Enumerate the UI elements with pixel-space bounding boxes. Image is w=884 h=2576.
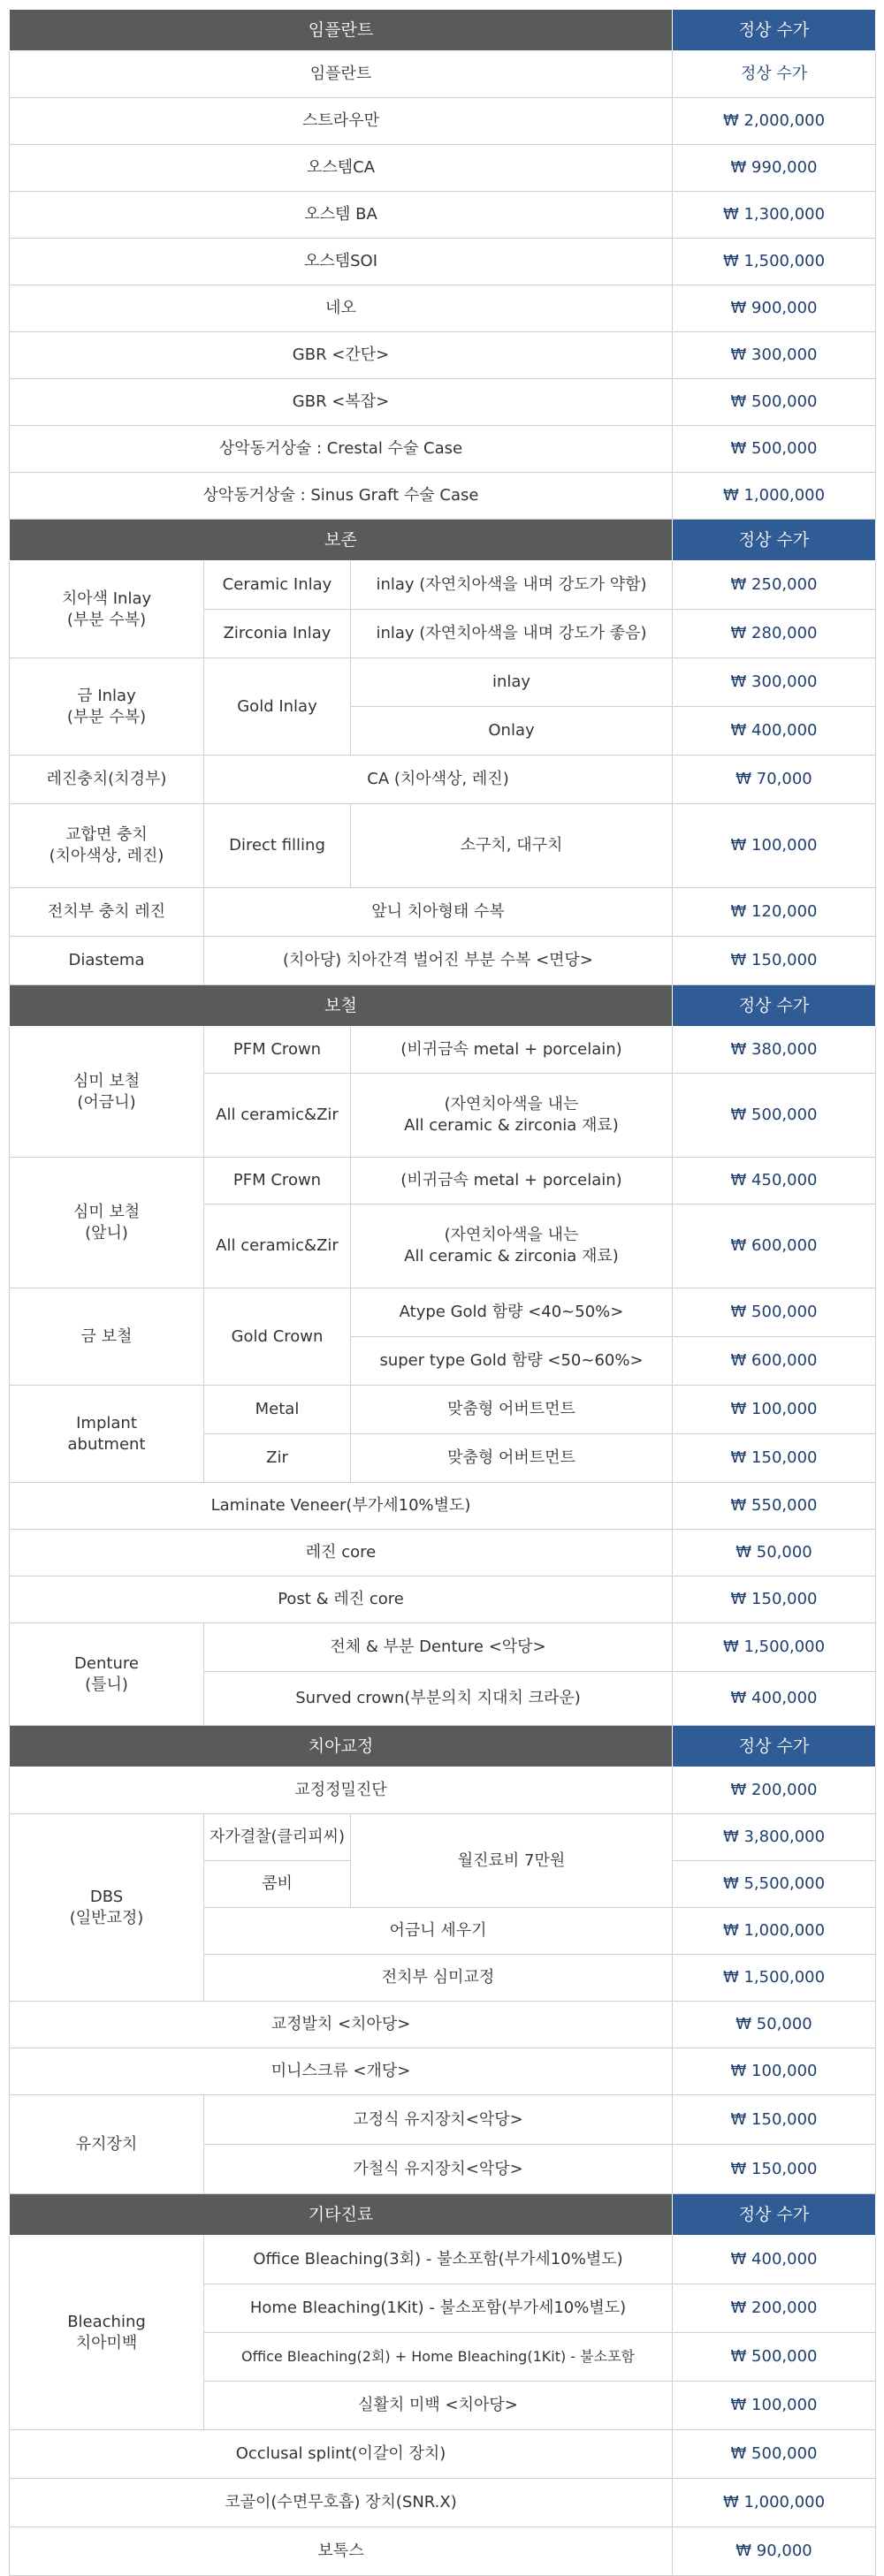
item-desc: Atype Gold 함량 <40~50%> — [351, 1288, 673, 1337]
table-row — [10, 2236, 876, 2284]
item-price: ₩ 400,000 — [673, 1672, 876, 1726]
item-price: ₩ 50,000 — [673, 1530, 876, 1577]
table-row — [10, 192, 876, 239]
section-header-implant — [10, 10, 876, 51]
table-row — [10, 1577, 876, 1623]
group-label: 금 보철 — [10, 1288, 204, 1386]
group-label — [10, 2236, 204, 2430]
item-price: ₩ 1,500,000 — [673, 1623, 876, 1672]
section-header-ortho — [10, 1726, 876, 1767]
item-price: ₩ 600,000 — [673, 1204, 876, 1288]
item-price: ₩ 1,500,000 — [673, 1955, 876, 2002]
item-price: ₩ 120,000 — [673, 888, 876, 937]
table-row — [10, 937, 876, 985]
item-price: ₩ 90,000 — [673, 2527, 876, 2576]
item-price: ₩ 1,500,000 — [673, 239, 876, 285]
item-desc: 맞춤형 어버트먼트 — [351, 1386, 673, 1434]
gold-inlay-group: 금 Inlay (부분 수복) — [66, 686, 147, 726]
item-desc: (치아당) 치아간격 벌어진 부분 수복 <면당> — [204, 937, 673, 985]
item-name: 오스템SOI — [10, 239, 673, 285]
group-label — [10, 1623, 204, 1726]
group-label — [10, 1027, 204, 1158]
item-desc: 어금니 세우기 — [204, 1908, 673, 1955]
item-desc: super type Gold 함량 <50~60%> — [351, 1337, 673, 1386]
item-price: ₩ 250,000 — [673, 561, 876, 610]
sub-label: 콤비 — [204, 1861, 351, 1908]
bleaching-group: Bleaching 치아미백 — [67, 2312, 146, 2352]
item-name: 보톡스 — [10, 2527, 673, 2576]
sub-label: Zirconia Inlay — [204, 610, 351, 658]
item-name: 미니스크류 <개당> — [10, 2048, 673, 2095]
section-header-other — [10, 2194, 876, 2236]
group-label — [10, 1814, 204, 2002]
item-desc: inlay (자연치아색을 내며 강도가 약함) — [351, 561, 673, 610]
item-price: ₩ 200,000 — [673, 1767, 876, 1814]
item-name: 레진 core — [10, 1530, 673, 1577]
table-row — [10, 2479, 876, 2527]
item-desc: 전체 & 부분 Denture <악당> — [204, 1623, 673, 1672]
table-row — [10, 1530, 876, 1577]
table-row — [10, 756, 876, 804]
item-price: ₩ 400,000 — [673, 707, 876, 756]
item-price: ₩ 900,000 — [673, 285, 876, 332]
molar-esthetic-group: 심미 보철 (어금니) — [72, 1071, 141, 1112]
item-name: 레진충치(치경부) — [10, 756, 204, 804]
abutment-group: Implant abutment — [67, 1413, 146, 1454]
table-row — [10, 473, 876, 520]
item-price: ₩ 5,500,000 — [673, 1861, 876, 1908]
price-header: 정상 수가 — [673, 520, 876, 561]
item-desc: Office Bleaching(3회) - 불소포함(부가세10%별도) — [204, 2236, 673, 2284]
item-desc: 소구치, 대구치 — [351, 804, 673, 888]
table-row — [10, 98, 876, 145]
item-price: ₩ 2,000,000 — [673, 98, 876, 145]
sub-label: PFM Crown — [204, 1027, 351, 1074]
item-name: Diastema — [10, 937, 204, 985]
section-title: 보철 — [10, 985, 673, 1027]
item-desc: Onlay — [351, 707, 673, 756]
section-header-prosthetics — [10, 985, 876, 1027]
tooth-color-inlay-group: 치아색 Inlay (부분 수복) — [61, 589, 152, 629]
table-row — [10, 332, 876, 379]
item-desc: 실활치 미백 <치아당> — [204, 2382, 673, 2430]
item-price: ₩ 150,000 — [673, 2145, 876, 2194]
table-row — [10, 1288, 876, 1337]
item-desc — [351, 1074, 673, 1158]
item-desc: 맞춤형 어버트먼트 — [351, 1434, 673, 1483]
item-desc: Surved crown(부분의치 지대치 크라운) — [204, 1672, 673, 1726]
item-price: ₩ 1,300,000 — [673, 192, 876, 239]
dbs-group: DBS (일반교정) — [69, 1887, 144, 1927]
sub-label: All ceramic&Zir — [204, 1204, 351, 1288]
sub-label: 자가결찰(클리피씨) — [204, 1814, 351, 1861]
sub-label: Direct filling — [204, 804, 351, 888]
section-header-conservation — [10, 520, 876, 561]
item-price: ₩ 150,000 — [673, 2095, 876, 2145]
molar-allc-desc: (자연치아색을 내는 All ceramic & zirconia 재료) — [404, 1095, 619, 1135]
front-esthetic-group: 심미 보철 (앞니) — [72, 1202, 141, 1242]
sub-label: Gold Crown — [204, 1288, 351, 1386]
denture-group: Denture (틀니) — [74, 1653, 139, 1694]
item-name: 상악동거상술 : Crestal 수술 Case — [10, 426, 673, 473]
sub-label: Ceramic Inlay — [204, 561, 351, 610]
sub-label: Gold Inlay — [204, 658, 351, 756]
table-row — [10, 2095, 876, 2145]
item-name: 임플란트 — [10, 51, 673, 98]
item-price: ₩ 450,000 — [673, 1158, 876, 1204]
item-desc: Office Bleaching(2회) + Home Bleaching(1Kit) - 불소포함 — [204, 2333, 673, 2382]
item-price: ₩ 50,000 — [673, 2002, 876, 2048]
group-label: 유지장치 — [10, 2095, 204, 2194]
item-desc: (비귀금속 metal + porcelain) — [351, 1158, 673, 1204]
sub-label: Metal — [204, 1386, 351, 1434]
item-price: ₩ 1,000,000 — [673, 2479, 876, 2527]
table-row — [10, 2002, 876, 2048]
item-name: 전치부 충치 레진 — [10, 888, 204, 937]
price-header: 정상 수가 — [673, 2194, 876, 2236]
item-name: 교정정밀진단 — [10, 1767, 673, 1814]
item-name: Laminate Veneer(부가세10%별도) — [10, 1483, 673, 1530]
item-price: ₩ 300,000 — [673, 658, 876, 707]
item-price: ₩ 500,000 — [673, 379, 876, 426]
item-name — [10, 804, 204, 888]
section-title: 보존 — [10, 520, 673, 561]
item-name: 상악동거상술 : Sinus Graft 수술 Case — [10, 473, 673, 520]
item-price: ₩ 300,000 — [673, 332, 876, 379]
item-price: 정상 수가 — [673, 51, 876, 98]
table-row — [10, 1027, 876, 1074]
item-price: ₩ 150,000 — [673, 937, 876, 985]
item-price: ₩ 400,000 — [673, 2236, 876, 2284]
item-name: Occlusal splint(이갈이 장치) — [10, 2430, 673, 2479]
item-desc: (비귀금속 metal + porcelain) — [351, 1027, 673, 1074]
item-desc: CA (치아색상, 레진) — [204, 756, 673, 804]
item-desc: 가철식 유지장치<악당> — [204, 2145, 673, 2194]
item-name: GBR <간단> — [10, 332, 673, 379]
section-title: 치아교정 — [10, 1726, 673, 1767]
item-name: 오스템 BA — [10, 192, 673, 239]
item-price: ₩ 500,000 — [673, 1074, 876, 1158]
item-name: 스트라우만 — [10, 98, 673, 145]
item-price: ₩ 550,000 — [673, 1483, 876, 1530]
table-row — [10, 561, 876, 610]
item-price: ₩ 500,000 — [673, 2430, 876, 2479]
item-desc: 전치부 심미교정 — [204, 1955, 673, 2002]
table-row — [10, 379, 876, 426]
table-row — [10, 285, 876, 332]
item-desc: 고정식 유지장치<악당> — [204, 2095, 673, 2145]
item-price: ₩ 600,000 — [673, 1337, 876, 1386]
table-row — [10, 1623, 876, 1672]
table-row — [10, 2430, 876, 2479]
item-name: 교정발치 <치아당> — [10, 2002, 673, 2048]
table-row — [10, 1767, 876, 1814]
item-price: ₩ 1,000,000 — [673, 1908, 876, 1955]
item-name: 오스템CA — [10, 145, 673, 192]
sub-label: PFM Crown — [204, 1158, 351, 1204]
table-row — [10, 51, 876, 98]
sub-label: All ceramic&Zir — [204, 1074, 351, 1158]
item-desc: 월진료비 7만원 — [351, 1814, 673, 1908]
group-label — [10, 658, 204, 756]
group-label — [10, 1386, 204, 1483]
price-header: 정상 수가 — [673, 985, 876, 1027]
table-row — [10, 1814, 876, 1861]
price-header: 정상 수가 — [673, 10, 876, 51]
table-row — [10, 1483, 876, 1530]
section-title: 기타진료 — [10, 2194, 673, 2236]
item-price: ₩ 150,000 — [673, 1577, 876, 1623]
table-row — [10, 1158, 876, 1204]
item-price: ₩ 100,000 — [673, 2048, 876, 2095]
item-price: ₩ 1,000,000 — [673, 473, 876, 520]
item-price: ₩ 990,000 — [673, 145, 876, 192]
proximal-caries-label: 교합면 충치 (치아색상, 레진) — [49, 825, 164, 865]
price-list — [9, 9, 875, 2576]
item-price: ₩ 3,800,000 — [673, 1814, 876, 1861]
section-title: 임플란트 — [10, 10, 673, 51]
table-row — [10, 239, 876, 285]
table-row — [10, 145, 876, 192]
table-row — [10, 2048, 876, 2095]
item-price: ₩ 380,000 — [673, 1027, 876, 1074]
item-price: ₩ 500,000 — [673, 426, 876, 473]
table-row — [10, 888, 876, 937]
item-name: 네오 — [10, 285, 673, 332]
item-desc: inlay (자연치아색을 내며 강도가 좋음) — [351, 610, 673, 658]
table-row — [10, 426, 876, 473]
front-allc-desc: (자연치아색을 내는 All ceramic & zirconia 재료) — [404, 1226, 619, 1265]
item-price: ₩ 100,000 — [673, 2382, 876, 2430]
item-name: GBR <복잡> — [10, 379, 673, 426]
item-price: ₩ 70,000 — [673, 756, 876, 804]
table-row — [10, 1386, 876, 1434]
item-desc: Home Bleaching(1Kit) - 불소포함(부가세10%별도) — [204, 2284, 673, 2333]
sub-label: Zir — [204, 1434, 351, 1483]
table-row — [10, 2527, 876, 2576]
item-desc: inlay — [351, 658, 673, 707]
item-price: ₩ 100,000 — [673, 1386, 876, 1434]
price-header: 정상 수가 — [673, 1726, 876, 1767]
item-name: 코골이(수면무호흡) 장치(SNR.X) — [10, 2479, 673, 2527]
table-row — [10, 804, 876, 888]
item-desc — [351, 1204, 673, 1288]
item-price: ₩ 200,000 — [673, 2284, 876, 2333]
item-price: ₩ 100,000 — [673, 804, 876, 888]
item-name: Post & 레진 core — [10, 1577, 673, 1623]
item-desc: 앞니 치아형태 수복 — [204, 888, 673, 937]
item-price: ₩ 150,000 — [673, 1434, 876, 1483]
item-price: ₩ 500,000 — [673, 2333, 876, 2382]
group-label — [10, 1158, 204, 1288]
table-row — [10, 658, 876, 707]
item-price: ₩ 280,000 — [673, 610, 876, 658]
price-table — [9, 9, 876, 2576]
group-label — [10, 561, 204, 658]
item-price: ₩ 500,000 — [673, 1288, 876, 1337]
